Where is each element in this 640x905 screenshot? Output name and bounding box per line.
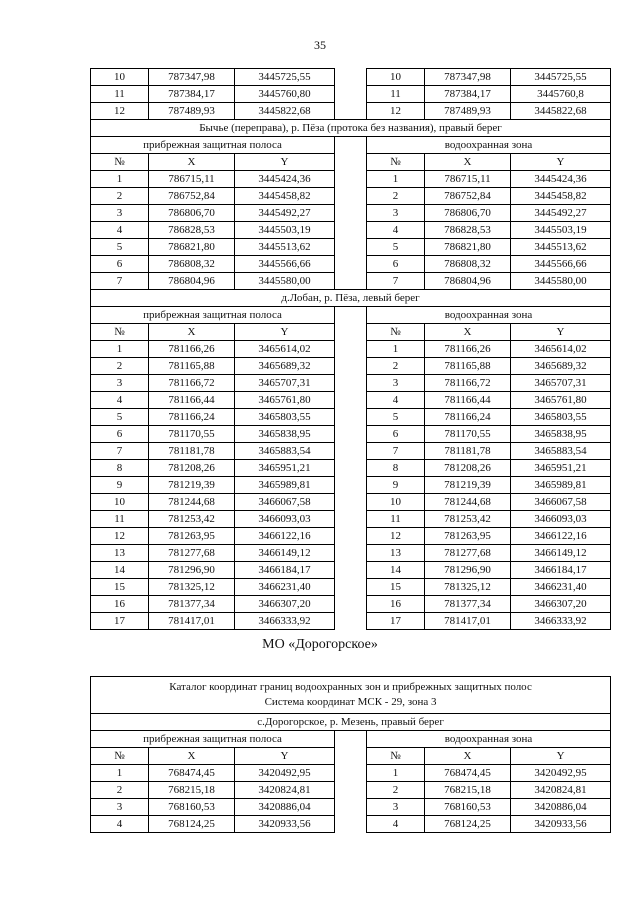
column-gap [335,86,367,103]
column-gap [335,171,367,188]
y-value: 3445580,00 [235,273,335,290]
column-gap [335,273,367,290]
mo-title: МО «Дорогорское» [262,637,378,652]
table-row [91,443,611,460]
point-number: 5 [91,409,149,426]
column-header-row [91,154,611,171]
x-value: 781417,01 [149,613,235,630]
point-number: 9 [91,477,149,494]
column-gap [335,205,367,222]
point-number: 4 [367,222,425,239]
point-number: 6 [91,256,149,273]
x-value: 787347,98 [425,69,511,86]
x-value: 781296,90 [149,562,235,579]
column-gap [335,426,367,443]
point-number: 7 [367,443,425,460]
coastal-strip-header: прибрежная защитная полоса [91,137,335,154]
zone-header-row [91,307,611,324]
point-number: 11 [91,86,149,103]
y-value: 3465689,32 [511,358,611,375]
point-number: 3 [91,205,149,222]
water-zone-header: водоохранная зона [367,307,611,324]
y-value: 3445566,66 [511,256,611,273]
table-row [91,528,611,545]
y-value: 3465689,32 [235,358,335,375]
column-gap [335,443,367,460]
table-row [91,273,611,290]
num-header: № [91,324,149,341]
section-title: с.Дорогорское, р. Мезень, правый берег [91,714,611,731]
catalog-header-row [91,677,611,714]
y-value: 3445458,82 [511,188,611,205]
column-gap [335,222,367,239]
y-value: 3465614,02 [235,341,335,358]
column-gap [335,579,367,596]
y-value: 3445760,80 [235,86,335,103]
table-row [91,562,611,579]
x-value: 786715,11 [149,171,235,188]
table-row [91,358,611,375]
point-number: 4 [367,816,425,833]
catalog-title [91,677,611,714]
table-row [91,171,611,188]
x-value: 781277,68 [425,545,511,562]
y-value: 3466333,92 [511,613,611,630]
point-number: 12 [367,528,425,545]
table-row [91,460,611,477]
point-number: 3 [367,375,425,392]
table-row [91,392,611,409]
x-value: 787489,93 [425,103,511,120]
y-value: 3466093,03 [511,511,611,528]
column-gap [335,494,367,511]
y-value: 3466149,12 [235,545,335,562]
table-row [91,69,611,86]
y-value: 3445822,68 [511,103,611,120]
point-number: 7 [91,273,149,290]
table-row [91,765,611,782]
y-value: 3465838,95 [235,426,335,443]
x-value: 768474,45 [425,765,511,782]
x-value: 781325,12 [425,579,511,596]
column-gap [335,545,367,562]
column-gap [335,239,367,256]
section-title-row [91,120,611,137]
y-value: 3466231,40 [511,579,611,596]
x-value: 786808,32 [425,256,511,273]
y-value: 3445566,66 [235,256,335,273]
column-gap [335,477,367,494]
point-number: 10 [91,494,149,511]
x-value: 781208,26 [425,460,511,477]
x-value: 781244,68 [149,494,235,511]
column-gap [335,562,367,579]
x-value: 768124,25 [425,816,511,833]
table-row [91,86,611,103]
y-value: 3465761,80 [511,392,611,409]
table-row [91,375,611,392]
y-value: 3445725,55 [235,69,335,86]
x-value: 781166,26 [149,341,235,358]
x-value: 781263,95 [425,528,511,545]
point-number: 1 [367,341,425,358]
point-number: 16 [367,596,425,613]
point-number: 9 [367,477,425,494]
point-number: 6 [367,256,425,273]
point-number: 3 [91,799,149,816]
x-value: 787384,17 [425,86,511,103]
x-value: 781166,24 [425,409,511,426]
x-value: 781181,78 [425,443,511,460]
y-value: 3465614,02 [511,341,611,358]
x-value: 781219,39 [425,477,511,494]
section-title: Бычье (переправа), р. Пёза (протока без названия), правый берег [91,120,611,137]
y-value: 3445458,82 [235,188,335,205]
column-gap [335,256,367,273]
y-value: 3420933,56 [235,816,335,833]
column-gap [335,358,367,375]
num-header: № [367,748,425,765]
point-number: 10 [367,69,425,86]
table-row [91,579,611,596]
point-number: 14 [367,562,425,579]
x-header: X [149,324,235,341]
point-number: 13 [91,545,149,562]
y-value: 3466149,12 [511,545,611,562]
coastal-strip-header: прибрежная защитная полоса [91,307,335,324]
water-zone-header: водоохранная зона [367,137,611,154]
point-number: 3 [367,799,425,816]
x-value: 781263,95 [149,528,235,545]
x-value: 768160,53 [149,799,235,816]
x-value: 781165,88 [425,358,511,375]
point-number: 12 [367,103,425,120]
column-gap [335,765,367,782]
x-value: 781166,44 [425,392,511,409]
point-number: 1 [91,341,149,358]
table-row [91,222,611,239]
y-value: 3465803,55 [511,409,611,426]
x-value: 768160,53 [425,799,511,816]
column-gap [335,782,367,799]
point-number: 8 [91,460,149,477]
point-number: 2 [367,358,425,375]
column-gap [335,375,367,392]
x-value: 781166,26 [425,341,511,358]
column-gap [335,341,367,358]
y-value: 3445424,36 [511,171,611,188]
column-header-row [91,324,611,341]
table-row [91,426,611,443]
point-number: 11 [367,86,425,103]
table-row [91,799,611,816]
point-number: 13 [367,545,425,562]
x-value: 781417,01 [425,613,511,630]
y-value: 3466184,17 [511,562,611,579]
y-value: 3465883,54 [511,443,611,460]
table-row [91,239,611,256]
table-row [91,256,611,273]
y-value: 3445760,8 [511,86,611,103]
section-title: д.Лобан, р. Пёза, левый берег [91,290,611,307]
point-number: 15 [367,579,425,596]
point-number: 4 [91,222,149,239]
x-value: 786808,32 [149,256,235,273]
point-number: 17 [91,613,149,630]
column-gap [335,596,367,613]
y-value: 3466067,58 [235,494,335,511]
page-number: 35 [314,38,326,52]
y-header: Y [511,154,611,171]
point-number: 4 [367,392,425,409]
column-gap [335,188,367,205]
section-title-row [91,714,611,731]
point-number: 5 [91,239,149,256]
x-header: X [425,154,511,171]
y-value: 3465951,21 [235,460,335,477]
coastal-strip-header: прибрежная защитная полоса [91,731,335,748]
table-row [91,409,611,426]
column-gap [335,528,367,545]
column-gap [335,799,367,816]
num-header: № [367,154,425,171]
point-number: 7 [367,273,425,290]
point-number: 12 [91,528,149,545]
point-number: 15 [91,579,149,596]
catalog-line2: Система координат МСК - 29, зона 3 [264,696,437,708]
y-value: 3445503,19 [235,222,335,239]
x-value: 768124,25 [149,816,235,833]
x-value: 781165,88 [149,358,235,375]
x-value: 787347,98 [149,69,235,86]
x-value: 781166,44 [149,392,235,409]
column-gap [335,613,367,630]
point-number: 17 [367,613,425,630]
x-header: X [149,154,235,171]
point-number: 11 [91,511,149,528]
point-number: 6 [91,426,149,443]
table-row [91,511,611,528]
y-value: 3466307,20 [235,596,335,613]
x-value: 786752,84 [149,188,235,205]
point-number: 8 [367,460,425,477]
column-gap [335,137,367,154]
y-value: 3466122,16 [511,528,611,545]
point-number: 4 [91,392,149,409]
x-value: 781170,55 [425,426,511,443]
y-value: 3445424,36 [235,171,335,188]
point-number: 4 [91,816,149,833]
x-header: X [425,324,511,341]
y-value: 3466067,58 [511,494,611,511]
x-value: 786821,80 [149,239,235,256]
y-value: 3465707,31 [511,375,611,392]
water-zone-header: водоохранная зона [367,731,611,748]
x-value: 786806,70 [425,205,511,222]
column-gap [335,69,367,86]
x-value: 786828,53 [425,222,511,239]
x-value: 768215,18 [149,782,235,799]
y-value: 3465761,80 [235,392,335,409]
x-value: 781253,42 [425,511,511,528]
y-value: 3466307,20 [511,596,611,613]
point-number: 2 [91,782,149,799]
column-gap [335,307,367,324]
y-value: 3445725,55 [511,69,611,86]
y-value: 3466231,40 [235,579,335,596]
column-gap [335,392,367,409]
point-number: 1 [91,171,149,188]
point-number: 10 [367,494,425,511]
y-value: 3466093,03 [235,511,335,528]
y-value: 3420933,56 [511,816,611,833]
point-number: 11 [367,511,425,528]
zone-header-row [91,137,611,154]
y-value: 3465838,95 [511,426,611,443]
y-value: 3445822,68 [235,103,335,120]
y-value: 3420824,81 [511,782,611,799]
table-row [91,477,611,494]
y-value: 3466184,17 [235,562,335,579]
x-value: 786804,96 [149,273,235,290]
point-number: 10 [91,69,149,86]
table-row [91,596,611,613]
x-value: 781244,68 [425,494,511,511]
column-gap [335,816,367,833]
y-header: Y [235,324,335,341]
y-value: 3465803,55 [235,409,335,426]
num-header: № [367,324,425,341]
point-number: 7 [91,443,149,460]
point-number: 1 [91,765,149,782]
point-number: 2 [91,358,149,375]
point-number: 2 [367,188,425,205]
y-value: 3445492,27 [235,205,335,222]
y-value: 3420886,04 [235,799,335,816]
x-value: 786821,80 [425,239,511,256]
x-header: X [425,748,511,765]
table-row [91,341,611,358]
y-value: 3420824,81 [235,782,335,799]
point-number: 2 [367,782,425,799]
column-gap [335,409,367,426]
x-value: 781208,26 [149,460,235,477]
point-number: 3 [367,205,425,222]
y-value: 3445503,19 [511,222,611,239]
y-header: Y [235,154,335,171]
table-row [91,205,611,222]
point-number: 1 [367,765,425,782]
column-gap [335,103,367,120]
num-header: № [91,748,149,765]
y-value: 3445513,62 [235,239,335,256]
y-value: 3445492,27 [511,205,611,222]
x-value: 781166,72 [425,375,511,392]
table-row [91,782,611,799]
y-value: 3420886,04 [511,799,611,816]
x-value: 781166,72 [149,375,235,392]
x-value: 781277,68 [149,545,235,562]
y-value: 3465989,81 [511,477,611,494]
x-value: 781296,90 [425,562,511,579]
zone-header-row [91,731,611,748]
y-value: 3466122,16 [235,528,335,545]
x-value: 781253,42 [149,511,235,528]
x-value: 786715,11 [425,171,511,188]
y-value: 3465951,21 [511,460,611,477]
y-value: 3445513,62 [511,239,611,256]
x-value: 786806,70 [149,205,235,222]
num-header: № [91,154,149,171]
table-row [91,188,611,205]
y-header: Y [511,324,611,341]
x-value: 786804,96 [425,273,511,290]
coordinates-table-1 [90,68,611,630]
point-number: 6 [367,426,425,443]
table-row [91,613,611,630]
point-number: 2 [91,188,149,205]
x-value: 781166,24 [149,409,235,426]
y-value: 3465883,54 [235,443,335,460]
x-value: 781377,34 [425,596,511,613]
x-value: 787489,93 [149,103,235,120]
point-number: 16 [91,596,149,613]
column-gap [335,154,367,171]
x-value: 781170,55 [149,426,235,443]
section-title-row [91,290,611,307]
y-header: Y [235,748,335,765]
column-header-row [91,748,611,765]
column-gap [335,511,367,528]
y-header: Y [511,748,611,765]
x-value: 787384,17 [149,86,235,103]
x-value: 768474,45 [149,765,235,782]
table-row [91,816,611,833]
point-number: 14 [91,562,149,579]
x-value: 781181,78 [149,443,235,460]
table-row [91,545,611,562]
y-value: 3445580,00 [511,273,611,290]
column-gap [335,324,367,341]
column-gap [335,731,367,748]
point-number: 12 [91,103,149,120]
y-value: 3420492,95 [235,765,335,782]
x-value: 781377,34 [149,596,235,613]
coordinates-table-2 [90,676,611,833]
y-value: 3420492,95 [511,765,611,782]
y-value: 3465707,31 [235,375,335,392]
catalog-line1: Каталог координат границ водоохранных зон и прибрежных защитных полос [169,681,532,693]
column-gap [335,748,367,765]
x-value: 781219,39 [149,477,235,494]
table-row [91,494,611,511]
point-number: 5 [367,409,425,426]
x-value: 781325,12 [149,579,235,596]
x-value: 786752,84 [425,188,511,205]
table-row [91,103,611,120]
point-number: 1 [367,171,425,188]
y-value: 3466333,92 [235,613,335,630]
column-gap [335,460,367,477]
x-value: 768215,18 [425,782,511,799]
x-value: 786828,53 [149,222,235,239]
x-header: X [149,748,235,765]
y-value: 3465989,81 [235,477,335,494]
point-number: 3 [91,375,149,392]
point-number: 5 [367,239,425,256]
